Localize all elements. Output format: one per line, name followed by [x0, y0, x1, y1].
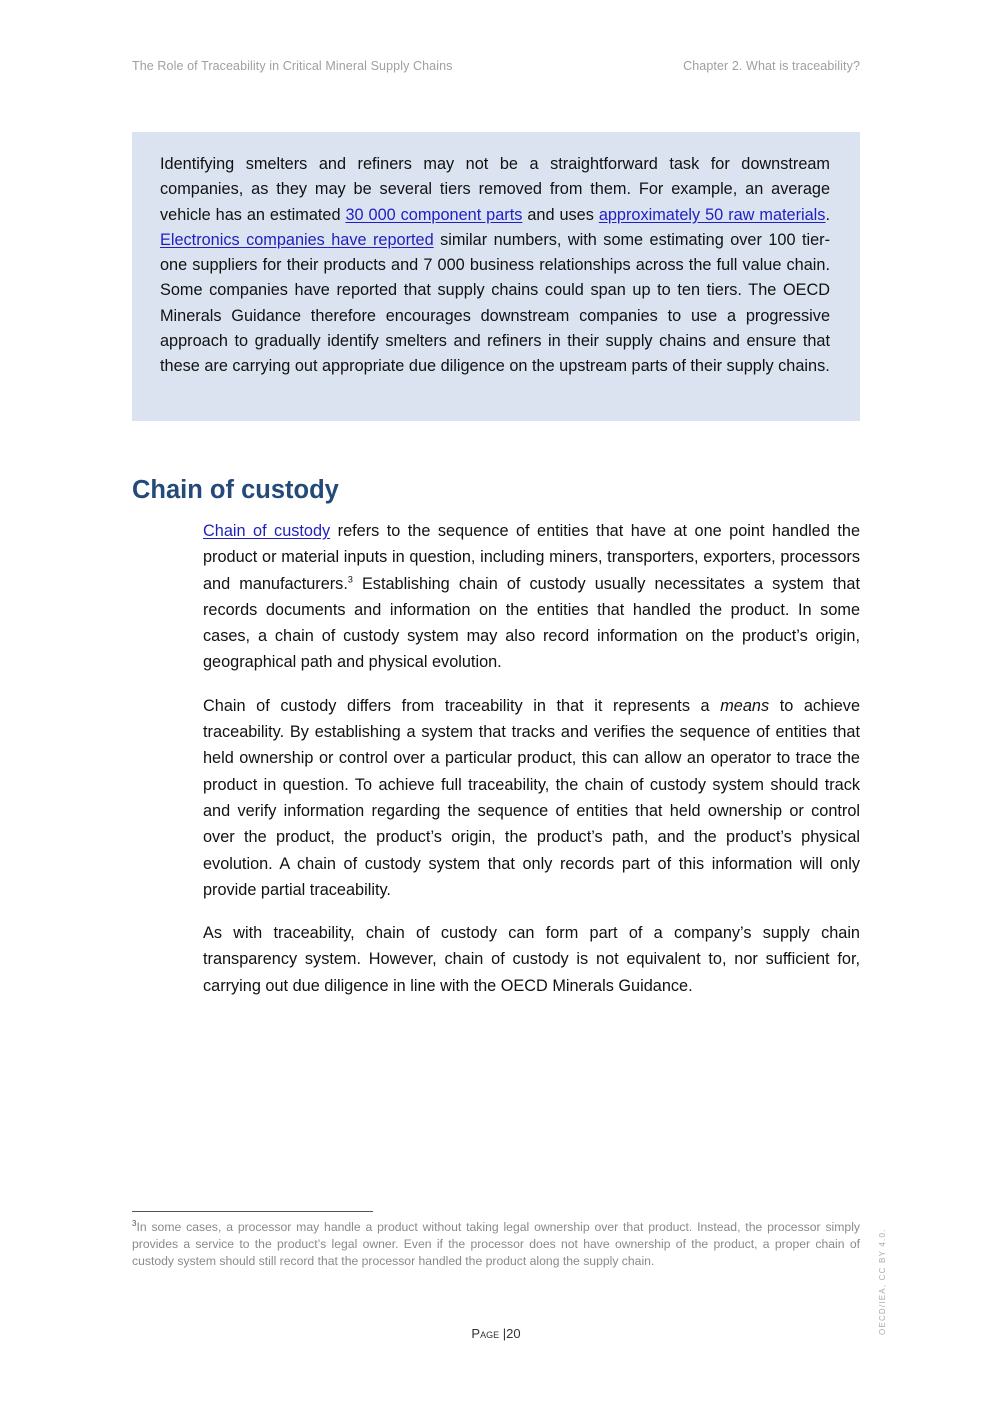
box-text-2: and uses [522, 205, 599, 224]
copyright-notice: OECD/IEA, CC BY 4.0. [878, 1228, 887, 1335]
paragraph-2-text-b: to achieve traceability. By establishing a system that tracks and verifies the sequence of entities that held ownership or control over a particular product, this can allow an operator to trace the product in question. To achieve full traceability, the chain of custody system should track and verify information regarding the sequence of entities that held ownership or control over the product, the product’s origin, the product’s path, and the product’s physical evolution. A chain of custody system that only records part of this information will only provide partial traceability. [203, 696, 860, 899]
page-separator: | [502, 1326, 507, 1341]
running-header [132, 59, 860, 73]
header-chapter-title: Chapter 2. What is traceability? [683, 59, 860, 73]
page-number [0, 1326, 992, 1341]
highlight-box-paragraph [160, 152, 830, 380]
paragraph-2 [203, 693, 860, 903]
section-heading: Chain of custody [132, 476, 339, 504]
box-text-3: . [825, 205, 830, 224]
raw-materials-link[interactable]: approximately 50 raw materials [598, 205, 826, 224]
paragraph-1 [203, 518, 860, 676]
footnote-marker: 3 [132, 1218, 137, 1228]
footnote-reference[interactable]: 3 [347, 574, 353, 585]
box-text-1: Identifying smelters and refiners may not be a straightforward task for downstream companies, as they may be several tiers removed from them. For example, an average vehicle has an estimated [160, 155, 830, 224]
section-body [203, 518, 860, 1016]
paragraph-3: As with traceability, chain of custody can form part of a company’s supply chain transparency system. However, chain of custody is not equivalent to, nor sufficient for, carrying out due diligence in line with the OECD Minerals Guidance. [203, 924, 860, 995]
highlight-box [132, 132, 860, 421]
box-text-4: similar numbers, with some estimating over 100 tier-one suppliers for their products and 7 000 business relationships across the full value chain. Some companies have reported that supply chains could span up to ten tiers. The OECD Minerals Guidance therefore encourages downstream companies to use a progressive approach to gradually identify smelters and refiners in their supply chains and ensure that these are carrying out appropriate due diligence on the upstream parts of their supply chains. [160, 230, 830, 376]
electronics-companies-link[interactable]: Electronics companies have reported [160, 230, 434, 249]
chain-of-custody-link[interactable]: Chain of custody [203, 522, 331, 540]
paragraph-2-emphasis: means [720, 696, 770, 715]
footnote-divider [132, 1211, 373, 1212]
paragraph-1-text-b: Establishing chain of custody usually necessitates a system that records documents and information on the entities that handled the product. In some cases, a chain of custody system may also record information on the product’s origin, geographical path and physical evolution. [203, 574, 860, 672]
component-parts-link[interactable]: 30 000 component parts [345, 205, 523, 224]
footnote [132, 1219, 860, 1270]
header-document-title: The Role of Traceability in Critical Mineral Supply Chains [132, 59, 453, 73]
paragraph-1-text-a: refers to the sequence of entities that have at one point handled the product or material inputs in question, including miners, transporters, exporters, processors and manufacturers. [203, 522, 860, 593]
page-label: Page [471, 1326, 500, 1341]
footnote-text: In some cases, a processor may handle a product without taking legal ownership over that product. Instead, the processor simply provides a service to the product’s legal owner. Even if the processor does not have ownership of the product, a proper chain of custody system should still record that the processor handled the product along the supply chain. [132, 1220, 860, 1268]
paragraph-2-text-a: Chain of custody differs from traceability in that it represents a [203, 696, 721, 715]
page-number-value: 20 [506, 1326, 521, 1341]
